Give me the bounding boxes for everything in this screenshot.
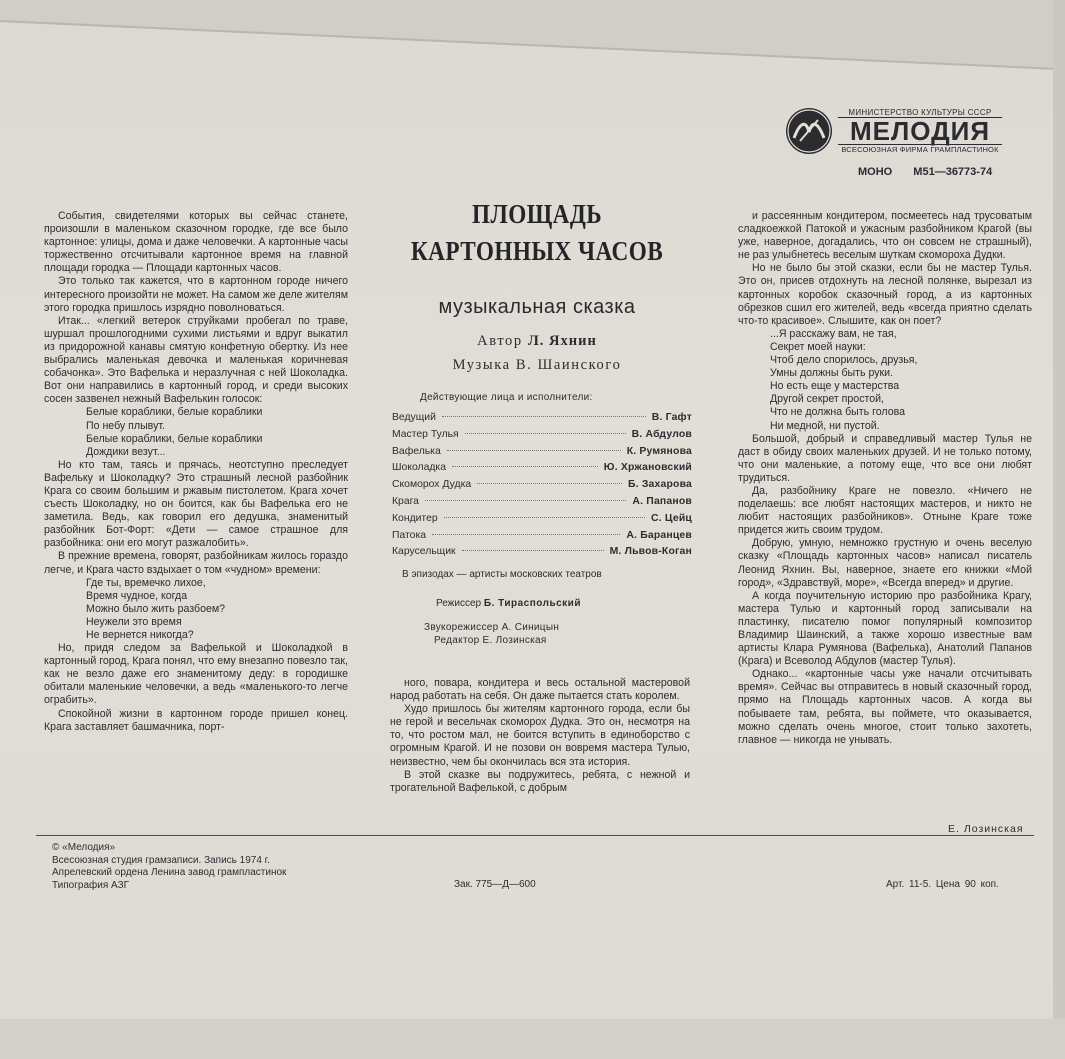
- cast-role: Кондитер: [392, 512, 438, 524]
- paragraph: Добрую, умную, немножко грустную и очень веселую сказку «Площадь картонных часов» написал писатель Леонид Яхнин. Вы, наверное, знаете его книжки «Мой город», «Здравствуй, море», «Всегда вперед» и другие.: [738, 537, 1032, 589]
- footer-divider: [36, 835, 1034, 836]
- verse-line: По небу плывут.: [86, 419, 165, 432]
- paragraph: Большой, добрый и справедливый мастер Тулья не даст в обиду своих маленьких друзей. И не только потому, что они маленькие, а потому еще, что все они любят трудиться.: [738, 432, 1032, 484]
- verse-line: Можно было жить разбоем?: [86, 602, 226, 615]
- cover-fold-top: [0, 0, 1065, 70]
- verse-line: Умны должны быть руки.: [770, 367, 894, 380]
- left-column-text: [44, 210, 348, 734]
- cast-actor: К. Румянова: [626, 445, 692, 457]
- album-subtitle: музыкальная сказка: [438, 296, 636, 318]
- paragraph: и рассеянным кондитером, посмеетесь над трусоватым сладкоежкой Патокой и ужасным разбойником Крагой (вы уже, наверное, догадались, что он совсем не страшный), не раз улыбнетесь веселым шуткам скомороха Дудки.: [738, 210, 1032, 262]
- director-label: Режиссер: [436, 598, 482, 609]
- verse-line: Белые кораблики, белые кораблики: [86, 406, 263, 419]
- melodiya-logo-icon: [786, 108, 832, 154]
- paragraph: Но кто там, таясь и прячась, неотступно преследует Вафельку и Шоколадку? Это страшный лесной разбойник Крага со своим большим и ржавым пистолетом. Крага хочет съесть Шоколадку, но он боится, как бы Вафелька его не заметила. Ведь, как говорил его дедушка, знаменитый разбойник Бот-Форт: «Дети — самое страшное для разбойника: они его могут разжалобить».: [44, 458, 348, 550]
- melodiya-logo: [786, 108, 1008, 154]
- paragraph: События, свидетелями которых вы сейчас станете, произошли в маленьком сказочном городке, где все было картонное: улицы, дома и даже человечки. А картонные часы торжественно отсчитывали картонное время на главной площади городка — Площади картонных часов.: [44, 210, 348, 275]
- verse-line: Дождики везут...: [86, 445, 166, 458]
- cast-row: [392, 412, 692, 429]
- verse-line: Секрет моей науки:: [770, 340, 866, 353]
- cast-role: Карусельщик: [392, 546, 456, 558]
- paragraph: В этой сказке вы подружитесь, ребята, с нежной и трогательной Вафелькой, с добрым: [390, 768, 690, 794]
- cast-actor: А. Баранцев: [626, 529, 692, 541]
- credit-line: Всесоюзная студия грамзаписи. Запись 1974 г.: [52, 854, 270, 866]
- middle-column-text: [390, 677, 690, 795]
- verse-line: Не вернется никогда?: [86, 629, 194, 641]
- verse-line: Чтоб дело спорилось, друзья,: [770, 354, 918, 367]
- cast-role: Патока: [392, 529, 426, 541]
- cast-row: [392, 462, 692, 479]
- cast-dot-leader: [444, 517, 645, 518]
- credit-line: Типография АЗГ: [52, 879, 130, 891]
- title-line-2: КАРТОННЫХ ЧАСОВ: [410, 236, 664, 266]
- verse-line: Где ты, времечко лихое,: [86, 576, 206, 589]
- cast-role: Ведущий: [392, 412, 436, 423]
- cast-row: [392, 479, 692, 496]
- cast-role: Вафелька: [392, 445, 441, 457]
- cast-actor: В. Гафт: [651, 412, 692, 423]
- verse-line: Что не должна быть голова: [770, 406, 905, 419]
- left-paragraphs: [44, 210, 348, 406]
- cast-dot-leader: [465, 433, 626, 434]
- cast-actor: В. Абдулов: [631, 428, 692, 440]
- title-line-1: ПЛОЩАДЬ: [471, 199, 603, 229]
- cast-actor: А. Папанов: [632, 495, 692, 507]
- left-verse-song: [44, 406, 348, 458]
- catalog-number: [858, 166, 992, 178]
- cast-actor: Б. Захарова: [627, 479, 692, 491]
- signature: Е. Лозинская: [948, 823, 1024, 835]
- footer-credits: [52, 842, 286, 892]
- cast-dot-leader: [425, 500, 626, 501]
- paragraph: Итак... «легкий ветерок струйками пробегал по траве, шуршал прошлогодними сухими листьями и вдруг выкатил из придорожной канавы смятую конфетную обертку. Из нее выбрались маленькая девочка и маленькая коричневая собачонка». Это Вафелька и неразлучная с ней Шоколадка. Вот они направились в картонный город, и среди высоких сосен зазвенел нежный Вафелькин голосок:: [44, 314, 348, 406]
- order-number: Зак. 775—Д—600: [454, 879, 536, 890]
- price-label: Арт. 11-5. Цена 90 коп.: [886, 879, 999, 890]
- paragraph: А когда поучительную историю про разбойника Крагу, мастера Тулью и картонный город записывали на пластинку, писателю помог популярный композитор Владимир Шаинский, а также хорошо известные вам артисты Клара Румянова (Вафелька), Анатолий Папанов (Крага) и Всеволод Абдулов (мастер Тулья).: [738, 589, 1032, 668]
- cast-row: [392, 513, 692, 530]
- verse-line: Но есть еще у мастерства: [770, 380, 900, 393]
- cast-dot-leader: [462, 550, 604, 551]
- paragraph: Да, разбойнику Краге не повезло. «Ничего не поделаешь: все любят настоящих мастеров, и никто не любит настоящих разбойников». Отныне Краге тоже придется жить своим трудом.: [738, 484, 1032, 537]
- paragraph: Спокойной жизни в картонном городе пришел конец. Крага заставляет башмачника, порт-: [44, 707, 348, 733]
- cast-dot-leader: [447, 450, 621, 451]
- melodiya-logo-text: [838, 108, 1002, 154]
- cast-row: [392, 546, 692, 563]
- author-label: Автор: [477, 333, 523, 349]
- paragraph: В прежние времена, говорят, разбойникам жилось гораздо легче, и Крага часто вздыхает о том «чудном» времени:: [44, 550, 348, 576]
- verse-line: Ни медной, ни пустой.: [770, 419, 880, 432]
- right-paragraphs-2: [738, 433, 1032, 747]
- logo-brand: МЕЛОДИЯ: [838, 117, 1002, 145]
- sound-engineer-credit: Звукорежиссер А. Синицын: [424, 622, 560, 633]
- paragraph: Худо пришлось бы жителям картонного города, если бы не герой и весельчак скоморох Дудка. Это он, несмотря на то, что ростом мал, не боится вступить в единоборство с огромным Крагой. И не позови он вовремя мастера Тулью, неизвестно, чем бы окончилась вся эта история.: [390, 703, 690, 768]
- paragraph: Это только так кажется, что в картонном городе ничего интересного произойти не может. На самом же деле жителям этого городка пришлось изрядно поволноваться.: [44, 275, 348, 314]
- editor-credit: Редактор Е. Лозинская: [434, 635, 547, 646]
- cast-role: Мастер Тулья: [392, 428, 459, 440]
- left-paragraphs-3: [44, 642, 348, 734]
- logo-firm: ВСЕСОЮЗНАЯ ФИРМА ГРАМПЛАСТИНОК: [841, 145, 999, 154]
- cast-list: [392, 412, 692, 563]
- music-credit: Музыка В. Шаинского: [452, 357, 622, 373]
- cover-fold-bottom: [0, 1019, 1065, 1059]
- author-name: Л. Яхнин: [528, 333, 597, 349]
- cast-role: Скоморох Дудка: [392, 479, 472, 491]
- author-line: [372, 333, 702, 350]
- logo-ministry: МИНИСТЕРСТВО КУЛЬТУРЫ СССР: [848, 108, 992, 117]
- verse-line: ...Я расскажу вам, не тая,: [770, 327, 897, 340]
- paragraph: Но, придя следом за Вафелькой и Шоколадкой в картонный город, Крага понял, что ему внезапно повезло так, как не везло даже его знаменитому деду: в городишке обитали маленькие человечки, а ведь «маленького-то легче ограбить».: [44, 642, 348, 707]
- right-verse-song: [738, 328, 1032, 433]
- album-title: [395, 196, 679, 270]
- episodes-note: В эпизодах — артисты московских театров: [402, 569, 602, 580]
- cast-role: Шоколадка: [392, 462, 446, 474]
- right-column-text: [738, 210, 1032, 747]
- verse-line: Время чудное, когда: [86, 589, 188, 602]
- cast-role: Крага: [392, 495, 419, 507]
- cast-actor: Ю. Хржановский: [603, 462, 692, 474]
- verse-line: Белые кораблики, белые кораблики: [86, 432, 263, 445]
- cast-dot-leader: [452, 466, 598, 467]
- credit-line: Апрелевский ордена Ленина завод грампластинок: [52, 867, 287, 879]
- cast-dot-leader: [477, 483, 622, 484]
- left-paragraphs-2: [44, 459, 348, 577]
- cast-row: [392, 429, 692, 446]
- paragraph: Однако... «картонные часы уже начали отсчитывать время». Сейчас вы отправитесь в новый сказочный город, прямо на Площадь картонных часов. А когда вы побываете там, ребята, вы поймете, что оказывается, можно сделать очень многое, стоит только захотеть, главное — никогда не унывать.: [738, 668, 1032, 746]
- verse-line: Другой секрет простой,: [770, 393, 884, 406]
- cast-heading: Действующие лица и исполнители:: [420, 392, 593, 403]
- mono-label: МОНО: [858, 166, 893, 178]
- paragraph: ного, повара, кондитера и весь остальной мастеровой народ работать на себя. Он даже пытается стать королем.: [390, 677, 690, 703]
- director-credit: [436, 598, 581, 609]
- cast-row: [392, 530, 692, 547]
- catalog-code: М51—36773-74: [913, 166, 993, 178]
- cast-actor: М. Львов-Коган: [609, 546, 692, 558]
- cast-row: [392, 496, 692, 513]
- cast-dot-leader: [432, 534, 620, 535]
- director-name: Б. Тираспольский: [483, 598, 581, 609]
- cast-actor: С. Цейц: [651, 512, 692, 524]
- credit-line: © «Мелодия»: [52, 842, 116, 853]
- cast-row: [392, 446, 692, 463]
- right-paragraphs: [738, 210, 1032, 328]
- cover-fold-right: [1053, 0, 1065, 1059]
- cast-dot-leader: [442, 416, 646, 417]
- paragraph: Но не было бы этой сказки, если бы не мастер Тулья. Это он, присев отдохнуть на лесной полянке, вырезал из картонных коробок сказочный город, а из картонных обрезков сшил его жителей, ведь «всегда приятно сделать что-то красивое». Слышите, как он поет?: [738, 262, 1032, 327]
- verse-line: Неужели это время: [86, 615, 182, 628]
- left-verse-kraga: [44, 577, 348, 642]
